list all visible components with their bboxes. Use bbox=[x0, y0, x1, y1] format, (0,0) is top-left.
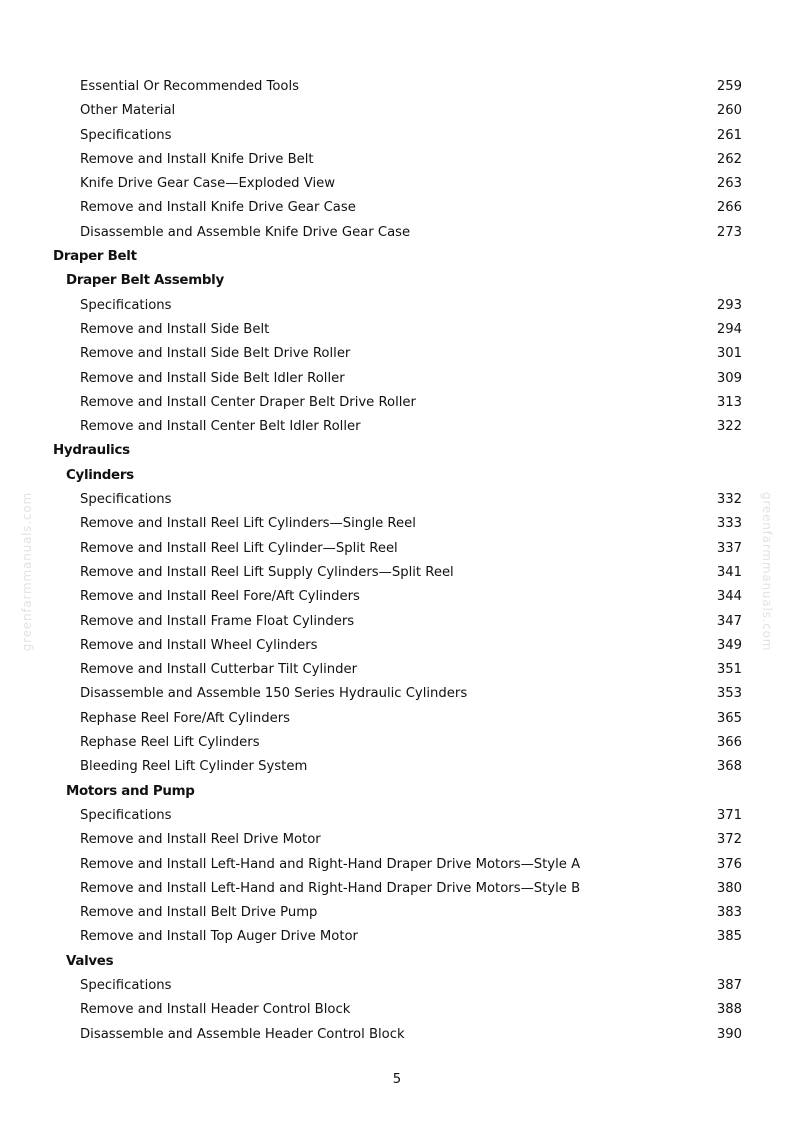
toc-entry-title: Remove and Install Top Auger Drive Motor bbox=[80, 929, 358, 945]
toc-entry bbox=[0, 318, 794, 342]
watermark-right: greenfarmmanuals.com bbox=[760, 492, 774, 652]
toc-entry-title: Remove and Install Reel Lift Cylinders—Single Reel bbox=[80, 516, 416, 532]
toc-entry-title: Remove and Install Header Control Block bbox=[80, 1002, 351, 1018]
watermark-left: greenfarmmanuals.com bbox=[20, 492, 34, 652]
toc-entry-page: 349 bbox=[716, 637, 742, 653]
toc-entry bbox=[0, 877, 794, 901]
toc-entry-title: Remove and Install Wheel Cylinders bbox=[80, 637, 318, 653]
toc-entry-title: Specifications bbox=[80, 297, 172, 313]
toc-entry bbox=[0, 172, 794, 196]
toc-entry-title: Cylinders bbox=[66, 467, 134, 483]
toc-entry-page: 332 bbox=[716, 492, 742, 508]
toc-entry-title: Specifications bbox=[80, 977, 172, 993]
toc-entry-title: Disassemble and Assemble 150 Series Hydraulic Cylinders bbox=[80, 686, 468, 702]
toc-entry-title: Remove and Install Side Belt bbox=[80, 321, 270, 337]
toc-entry bbox=[0, 99, 794, 123]
toc-section-heading bbox=[0, 245, 794, 269]
toc-entry-page: 313 bbox=[716, 394, 742, 410]
toc-entry-page: 353 bbox=[716, 686, 742, 702]
toc-entry-page: 387 bbox=[716, 977, 742, 993]
toc-entry-title: Knife Drive Gear Case—Exploded View bbox=[80, 176, 336, 192]
toc-subsection-heading bbox=[0, 464, 794, 488]
toc-entry bbox=[0, 391, 794, 415]
toc-entry bbox=[0, 998, 794, 1022]
toc-entry-title: Remove and Install Belt Drive Pump bbox=[80, 905, 318, 921]
toc-entry-page: 262 bbox=[716, 151, 742, 167]
toc-entry bbox=[0, 901, 794, 925]
toc-entry-page: 385 bbox=[716, 929, 742, 945]
toc-entry-page: 309 bbox=[716, 370, 742, 386]
toc-subsection-heading bbox=[0, 780, 794, 804]
toc-entry-title: Disassemble and Assemble Header Control Block bbox=[80, 1026, 405, 1042]
toc-entry-page: 344 bbox=[716, 589, 742, 605]
toc-entry-title: Rephase Reel Lift Cylinders bbox=[80, 735, 260, 751]
toc-entry-title: Remove and Install Knife Drive Gear Case bbox=[80, 200, 356, 216]
toc-entry-page: 351 bbox=[716, 662, 742, 678]
toc-entry-page: 261 bbox=[716, 127, 742, 143]
toc-entry bbox=[0, 974, 794, 998]
toc-entry-page: 322 bbox=[716, 419, 742, 435]
toc-entry-title: Remove and Install Left-Hand and Right-Hand Draper Drive Motors—Style A bbox=[80, 856, 581, 872]
toc-entry-page: 301 bbox=[716, 346, 742, 362]
toc-entry bbox=[0, 682, 794, 706]
toc-entry bbox=[0, 707, 794, 731]
toc-entry-title: Draper Belt bbox=[53, 249, 137, 265]
toc-entry bbox=[0, 75, 794, 99]
toc-entry-page: 294 bbox=[716, 321, 742, 337]
toc-entry-title: Essential Or Recommended Tools bbox=[80, 79, 300, 94]
toc-subsection-heading bbox=[0, 269, 794, 293]
table-of-contents bbox=[0, 75, 794, 1047]
toc-entry bbox=[0, 853, 794, 877]
toc-entry bbox=[0, 537, 794, 561]
toc-entry-page: 341 bbox=[716, 564, 742, 580]
toc-entry-page: 337 bbox=[716, 540, 742, 556]
toc-entry-title: Remove and Install Side Belt Idler Roller bbox=[80, 370, 345, 386]
toc-entry-title: Remove and Install Reel Fore/Aft Cylinders bbox=[80, 589, 360, 605]
toc-entry-page: 376 bbox=[716, 856, 742, 872]
toc-entry-page: 259 bbox=[716, 79, 742, 94]
toc-entry bbox=[0, 610, 794, 634]
toc-entry-page: 266 bbox=[716, 200, 742, 216]
toc-entry bbox=[0, 512, 794, 536]
toc-entry bbox=[0, 148, 794, 172]
toc-entry-title: Hydraulics bbox=[53, 443, 130, 459]
toc-entry-page: 368 bbox=[716, 759, 742, 775]
toc-entry bbox=[0, 828, 794, 852]
toc-entry bbox=[0, 925, 794, 949]
toc-entry-title: Remove and Install Center Draper Belt Drive Roller bbox=[80, 394, 416, 410]
toc-entry bbox=[0, 658, 794, 682]
toc-entry bbox=[0, 342, 794, 366]
page-number: 5 bbox=[392, 1072, 402, 1087]
toc-entry-page: 365 bbox=[716, 710, 742, 726]
toc-entry-page: 347 bbox=[716, 613, 742, 629]
toc-entry-title: Remove and Install Cutterbar Tilt Cylinder bbox=[80, 662, 358, 678]
toc-entry-title: Specifications bbox=[80, 492, 172, 508]
toc-entry-title: Remove and Install Reel Drive Motor bbox=[80, 832, 321, 848]
toc-entry-title: Valves bbox=[66, 953, 114, 969]
toc-entry-page: 388 bbox=[716, 1002, 742, 1018]
toc-entry-title: Remove and Install Left-Hand and Right-Hand Draper Drive Motors—Style B bbox=[80, 880, 581, 896]
toc-entry bbox=[0, 294, 794, 318]
toc-section-heading bbox=[0, 439, 794, 463]
toc-entry-title: Remove and Install Frame Float Cylinders bbox=[80, 613, 355, 629]
toc-subsection-heading bbox=[0, 950, 794, 974]
toc-entry-page: 383 bbox=[716, 905, 742, 921]
toc-entry-page: 366 bbox=[716, 735, 742, 751]
toc-entry-title: Rephase Reel Fore/Aft Cylinders bbox=[80, 710, 290, 726]
toc-entry-page: 380 bbox=[716, 880, 742, 896]
toc-entry-title: Motors and Pump bbox=[66, 783, 195, 799]
toc-entry-page: 273 bbox=[716, 224, 742, 240]
toc-entry-title: Draper Belt Assembly bbox=[66, 273, 224, 289]
toc-entry-title: Remove and Install Knife Drive Belt bbox=[80, 151, 314, 167]
toc-entry bbox=[0, 488, 794, 512]
toc-entry bbox=[0, 196, 794, 220]
toc-entry bbox=[0, 585, 794, 609]
toc-entry-page: 390 bbox=[716, 1026, 742, 1042]
toc-entry-title: Remove and Install Side Belt Drive Roller bbox=[80, 346, 351, 362]
toc-entry bbox=[0, 1023, 794, 1047]
toc-entry bbox=[0, 221, 794, 245]
toc-entry-page: 260 bbox=[716, 103, 742, 119]
toc-entry-title: Specifications bbox=[80, 807, 172, 823]
toc-entry-page: 333 bbox=[716, 516, 742, 532]
toc-entry bbox=[0, 561, 794, 585]
toc-entry-title: Specifications bbox=[80, 127, 172, 143]
toc-entry-page: 371 bbox=[716, 807, 742, 823]
toc-entry bbox=[0, 415, 794, 439]
toc-entry bbox=[0, 367, 794, 391]
toc-entry-title: Disassemble and Assemble Knife Drive Gear Case bbox=[80, 224, 411, 240]
toc-entry bbox=[0, 755, 794, 779]
toc-entry-title: Other Material bbox=[80, 103, 176, 119]
toc-entry-title: Remove and Install Reel Lift Supply Cylinders—Split Reel bbox=[80, 564, 454, 580]
toc-entry-page: 293 bbox=[716, 297, 742, 313]
toc-entry-page: 263 bbox=[716, 176, 742, 192]
toc-entry bbox=[0, 124, 794, 148]
toc-entry-title: Remove and Install Center Belt Idler Roller bbox=[80, 419, 361, 435]
toc-entry-page: 372 bbox=[716, 832, 742, 848]
toc-entry bbox=[0, 634, 794, 658]
toc-entry-title: Remove and Install Reel Lift Cylinder—Split Reel bbox=[80, 540, 398, 556]
toc-entry-title: Bleeding Reel Lift Cylinder System bbox=[80, 759, 308, 775]
toc-entry bbox=[0, 731, 794, 755]
toc-entry bbox=[0, 804, 794, 828]
